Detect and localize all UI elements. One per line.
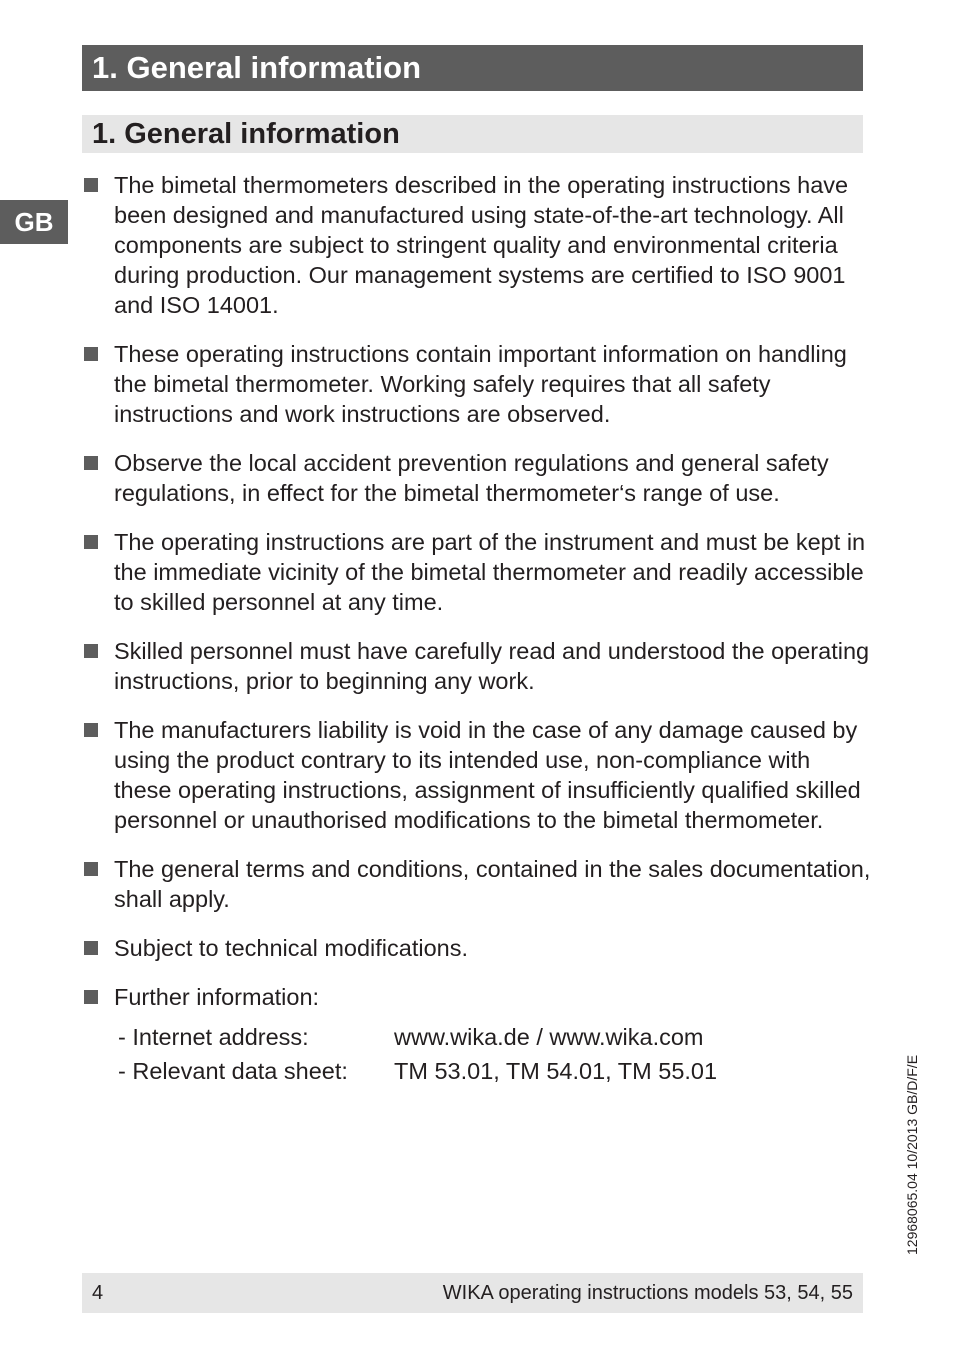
table-row — [114, 1054, 717, 1088]
chapter-title: 1. General information — [82, 45, 863, 91]
list-item — [82, 854, 872, 914]
square-bullet-icon — [84, 178, 98, 192]
square-bullet-icon — [84, 990, 98, 1004]
bullet-text: These operating instructions contain important information on handling the bimetal thermometer. Working safely requires that all safety instructions and work instructions are observed. — [114, 341, 847, 427]
list-item — [82, 448, 872, 508]
language-tab: GB — [0, 200, 68, 244]
data-sheet-label: - Relevant data sheet: — [118, 1058, 348, 1084]
internet-address-link[interactable]: www.wika.de / www.wika.com — [394, 1024, 704, 1050]
bullet-text: The manufacturers liability is void in the case of any damage caused by using the product contrary to its intended use, non-compliance with these operating instructions, assignment of insufficiently qualified skilled personnel or unauthorised modifications to the bimetal thermometer. — [114, 717, 861, 833]
info-bullet-list — [82, 170, 872, 1107]
internet-address-label: - Internet address: — [118, 1024, 309, 1050]
list-item — [82, 339, 872, 429]
list-item — [82, 527, 872, 617]
bullet-text: Observe the local accident prevention regulations and general safety regulations, in effect for the bimetal thermometer‘s range of use. — [114, 450, 829, 506]
footer-title: WIKA operating instructions models 53, 54, 55 — [442, 1282, 853, 1304]
square-bullet-icon — [84, 456, 98, 470]
bullet-text: Subject to technical modifications. — [114, 935, 468, 961]
square-bullet-icon — [84, 347, 98, 361]
section-title: 1. General information — [82, 115, 863, 153]
bullet-text: Skilled personnel must have carefully read and understood the operating instructions, prior to beginning any work. — [114, 638, 870, 694]
square-bullet-icon — [84, 941, 98, 955]
table-row — [114, 1020, 717, 1054]
list-item — [82, 715, 872, 835]
list-item — [82, 636, 872, 696]
list-item — [82, 982, 872, 1088]
list-item — [82, 933, 872, 963]
bullet-text: The general terms and conditions, contained in the sales documentation, shall apply. — [114, 856, 871, 912]
list-item — [82, 170, 872, 320]
page-footer — [82, 1273, 863, 1313]
bullet-text: Further information: — [114, 984, 320, 1010]
data-sheet-value: TM 53.01, TM 54.01, TM 55.01 — [394, 1058, 718, 1084]
bullet-text: The operating instructions are part of the instrument and must be kept in the immediate vicinity of the bimetal thermometer and readily accessible to skilled personnel at any time. — [114, 529, 866, 615]
bullet-text: The bimetal thermometers described in the operating instructions have been designed and manufactured using state-of-the-art technology. All components are subject to stringent quality and environmental criteria during production. Our management systems are certified to ISO 9001 and ISO 14001. — [114, 172, 849, 318]
document-number: 12968065.04 10/2013 GB/D/F/E — [904, 1054, 920, 1255]
square-bullet-icon — [84, 723, 98, 737]
square-bullet-icon — [84, 535, 98, 549]
square-bullet-icon — [84, 644, 98, 658]
further-info-table — [114, 1020, 717, 1088]
page-number: 4 — [92, 1282, 104, 1304]
square-bullet-icon — [84, 862, 98, 876]
